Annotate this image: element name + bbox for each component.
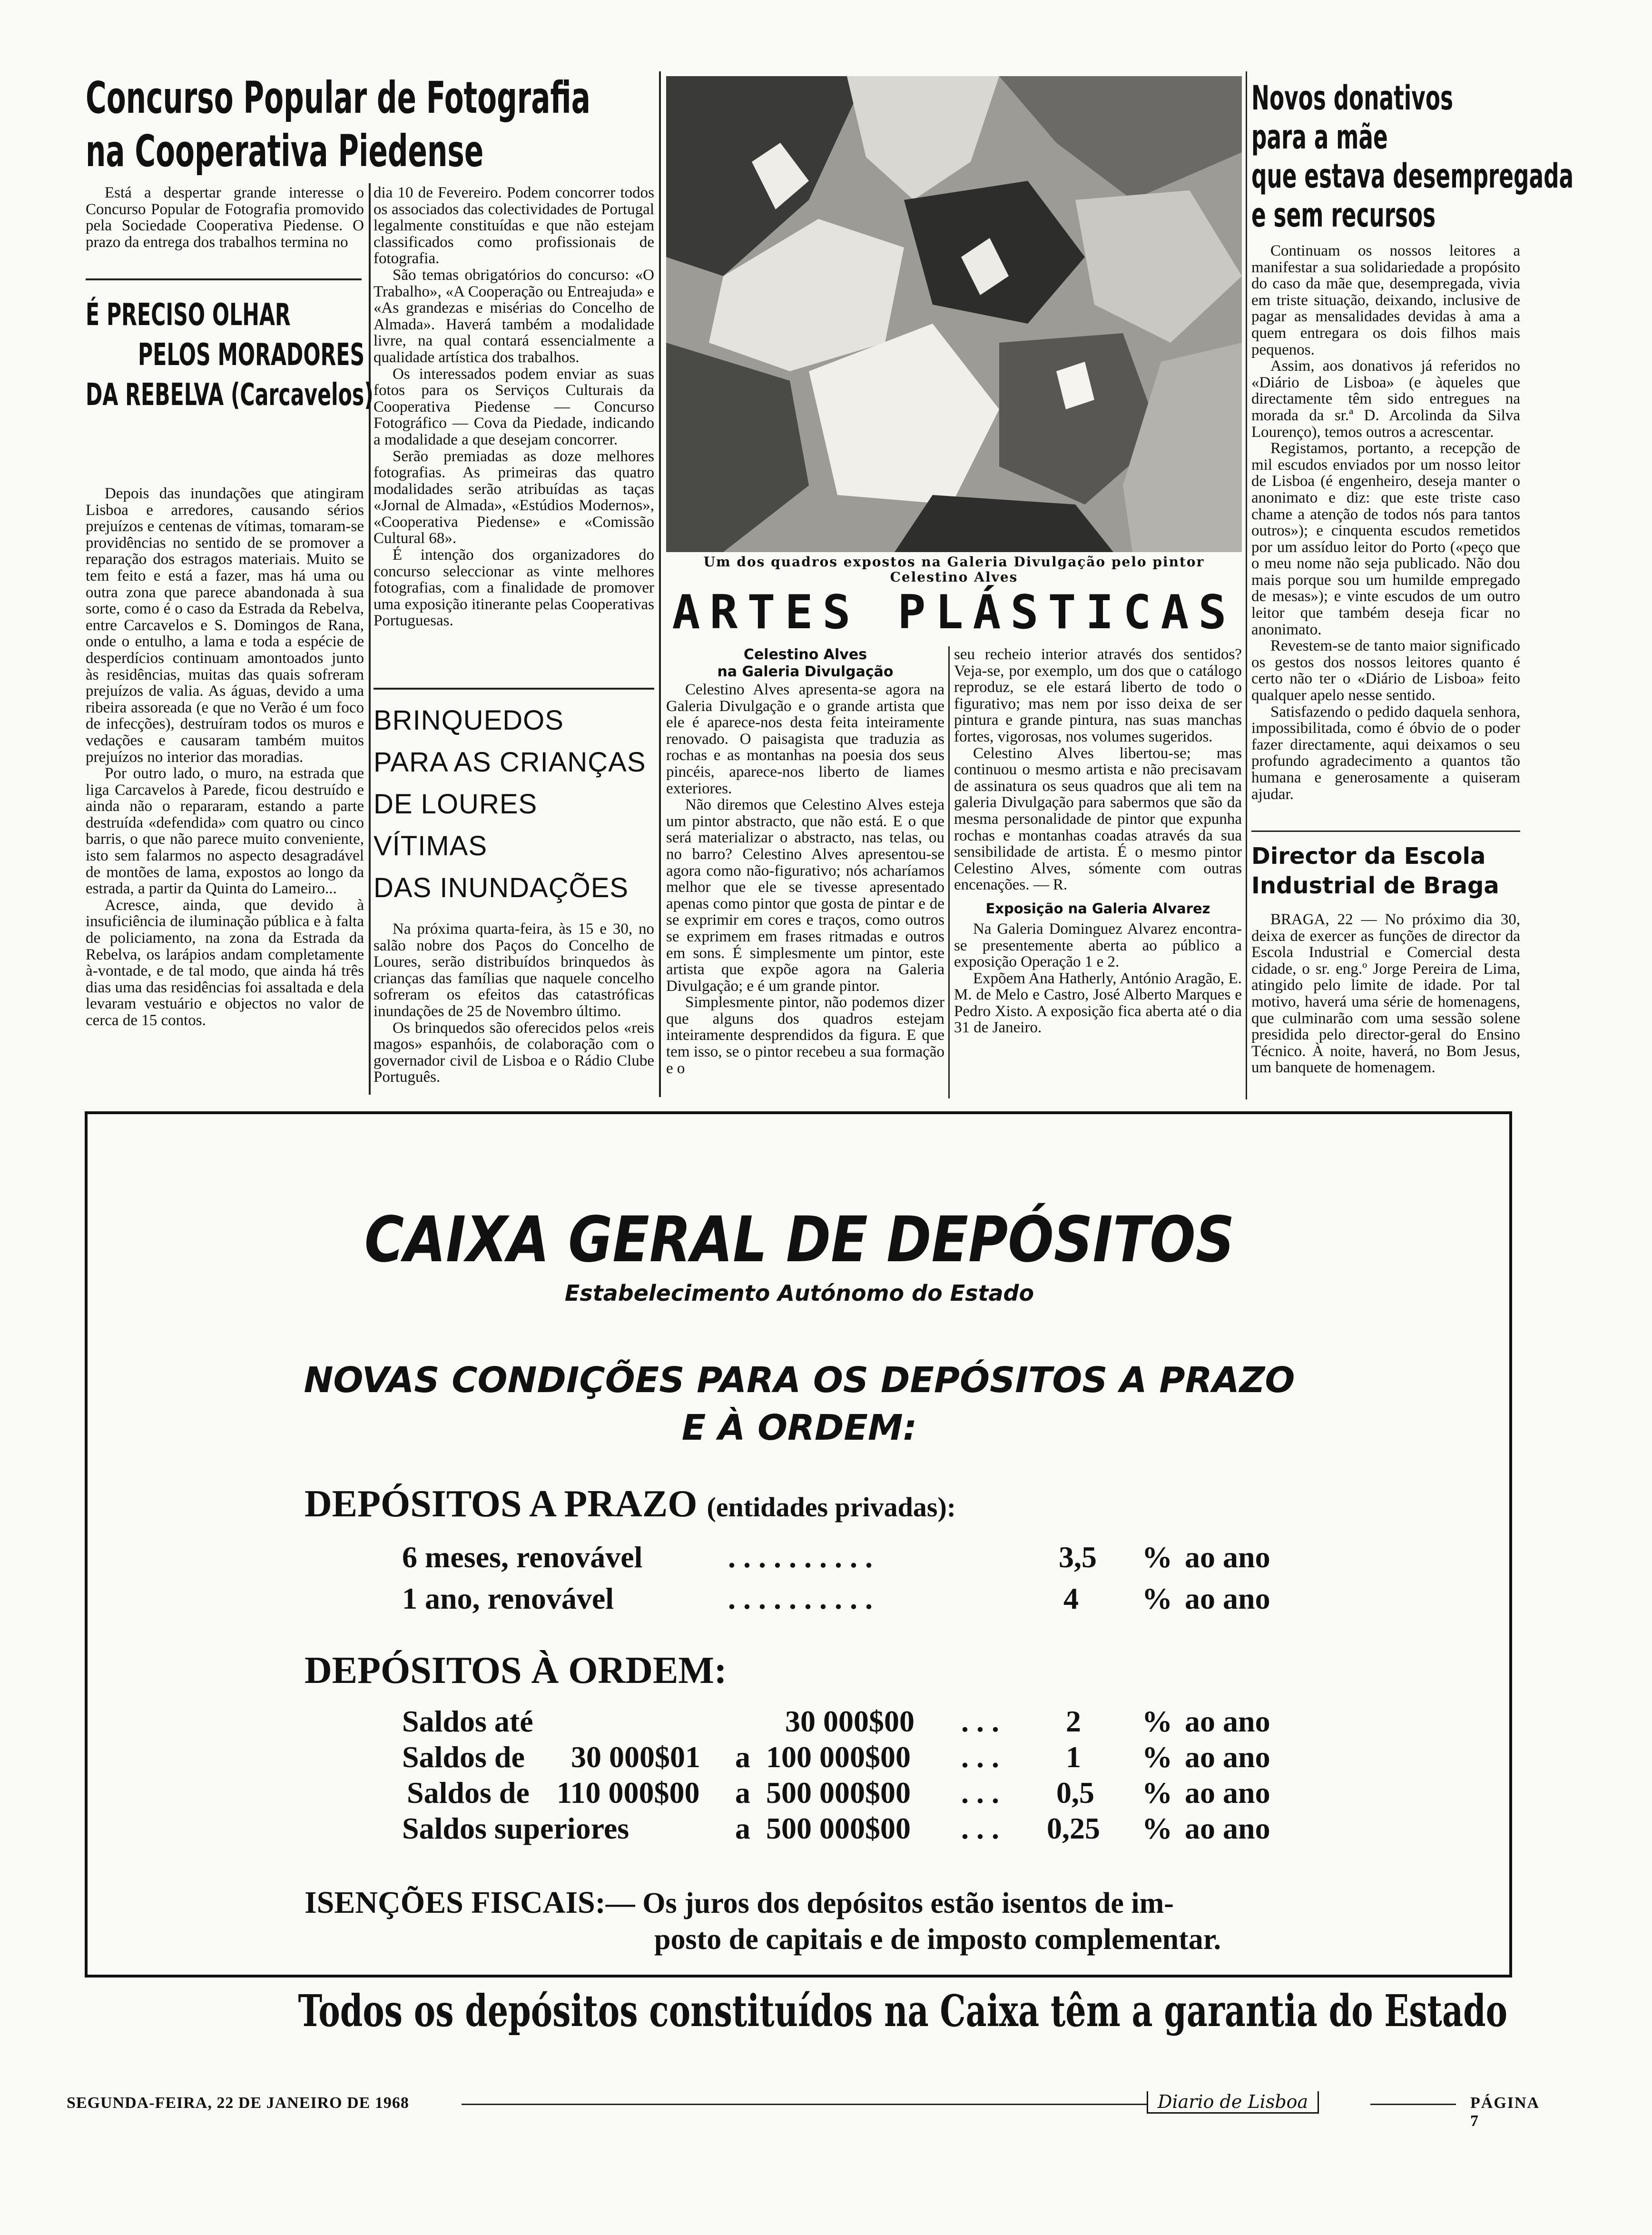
brinquedos-paragraph: Os brinquedos são oferecidos pelos «reis magos» espanhóis, de colaboração com o governador civil de Lisboa e o Rádio Clube Português. — [374, 1019, 654, 1086]
footer-date — [67, 2094, 409, 2112]
prazo-note: (entidades privadas): — [707, 1492, 956, 1523]
rebelva-paragraph: Depois das inundações que atingiram Lisboa e arredores, causando sérios prejuízos e centenas de vítimas, tomaram-se providências no sentido de se promover a reparação dos estragos materiais. Muito se tem feito e está a fazer, mas há uma ou outra zona que parece abandonada à sua sorte, como é o caso da Estrada da Rebelva, entre Carcavelos e S. Domingos de Rana, onde o entulho, a lama e toda a espécie de desperdícios continuam amontoados junto às residências, muitas das quais sofreram prejuízos de valia. As águas, devido a uma ribeira assoreada (e que no Verão é um foco de infecções), destruíram todos os muros e vedações e causaram também muitos prejuízos no interior das moradias. — [86, 485, 364, 766]
ordem-row-dots-text: . . . — [961, 1704, 999, 1738]
ordem-row-unit — [1185, 1740, 1270, 1775]
prazo-row-dots-text: . . . . . . . . . . — [728, 1582, 873, 1615]
headline-donativos — [1251, 79, 1574, 235]
ordem-row-pct — [1142, 1775, 1172, 1810]
page-footer — [67, 2091, 1539, 2130]
isencoes-line-2 — [654, 1923, 1221, 1957]
ordem-row-a-word — [735, 1811, 750, 1846]
brinquedos-paragraph: Na próxima quarta-feira, às 15 e 30, no salão nobre dos Paços do Concelho de Loures, serão distribuídos brinquedos às crianças das famílias que naquele concelho sofreram os efeitos das catastróficas inundações de 25 de Novembro último. — [374, 921, 654, 1020]
artes-col-1 — [666, 682, 944, 1098]
ordem-row-from — [557, 1775, 699, 1810]
ad-guarantee-text: Todos os depósitos constituídos na Caixa têm a garantia do Estado — [298, 1985, 1508, 2037]
ad-headline — [86, 1356, 1513, 1452]
ordem-row-pct — [1142, 1704, 1172, 1739]
headline-braga — [1251, 841, 1520, 900]
abstract-painting-image — [666, 76, 1242, 552]
artes-subhead-2: Exposição na Galeria Alvarez — [985, 900, 1210, 917]
ad-guarantee — [86, 1985, 1513, 2037]
artes-paragraph: Expõem Ana Hatherly, António Aragão, E. M. de Melo e Castro, José Alberto Marques e Pedro Xisto. A exposição fica aberta até o dia 31 de Janeiro. — [954, 969, 1242, 1037]
ordem-row-amount — [766, 1811, 911, 1846]
ordem-row-a: Saldos de — [402, 1740, 525, 1774]
ordem-row-rate-text: 2 — [1066, 1704, 1081, 1738]
isencoes-text-2: posto de capitais e de imposto complementar. — [654, 1923, 1221, 1956]
ordem-row-pct-text: % — [1142, 1811, 1172, 1845]
ordem-row-pct — [1142, 1740, 1172, 1775]
prazo-row-pct — [1142, 1581, 1172, 1616]
ordem-heading — [305, 1649, 727, 1692]
ordem-row-dots — [961, 1775, 999, 1810]
photo-caption-text: Um dos quadros expostos na Galeria Divulgação pelo pintor Celestino Alves — [703, 554, 1205, 585]
footer-page-text: PÁGINA 7 — [1470, 2094, 1539, 2130]
footer-date-text: SEGUNDA-FEIRA, 22 DE JANEIRO DE 1968 — [67, 2094, 409, 2112]
donativos-paragraph: Registamos, portanto, a recepção de mil escudos enviados por um nosso leitor de Lisboa (é engenheiro, deseja manter o anonimato e diz: que este triste caso chame a atenção de todos nós para tantos outros»); e cinquenta escudos remetidos por um assíduo leitor do Porto («peço que o meu nome não seja publicado. Não dou mais porque sou um humilde empregado de mesas»); e vinte escudos de um outro leitor que também deseja ficar no anonimato. — [1251, 440, 1520, 638]
artes-paragraph: Celestino Alves apresenta-se agora na Galeria Divulgação e o grande artista que ele é aparece-nos desta feita inteiramente renovado. O paisagista que traduzia as rochas e as montanhas na poesia dos seus pincéis, aparece-nos liberto de liames exteriores. — [666, 682, 944, 797]
artes-paragraph: Simplesmente pintor, não podemos dizer que alguns dos quadros estejam inteiramente desprendidos da figura. E que tem isso, se o pintor recebeu a sua formação e o — [666, 994, 944, 1077]
headline-rebelva-line-1: É PRECISO OLHAR — [86, 297, 291, 333]
prazo-row-rate — [1063, 1581, 1079, 1616]
artes-subhead-line-1: Celestino Alves — [743, 646, 867, 663]
prazo-row-unit-text: ao ano — [1185, 1582, 1270, 1615]
ordem-row-pct-text: % — [1142, 1776, 1172, 1810]
ordem-row-d: 500 000$00 — [766, 1811, 911, 1845]
ordem-row-label — [402, 1704, 533, 1739]
artes-paragraph: seu recheio interior através dos sentidos? Veja-se, por exemplo, um dos que o catálogo reproduz, se ele estará liberto de todo o figurativo; mas nem por isso deixa de ser pintura e grande pintura, nas suas manchas fortes, vigorosas, nos volumes sugeridos. — [954, 646, 1242, 745]
concurso-col-2 — [374, 185, 654, 684]
ordem-row-unit-text: ao ano — [1185, 1740, 1270, 1774]
donativos-paragraph: Satisfazendo o pedido daquela senhora, impossibilitada, como é óbvio de o poder fazer directamente, aqui deixamos o seu profundo agradecimento a quantos tão humana e generosamente a quiseram ajudar. — [1251, 703, 1520, 803]
braga-body — [1251, 911, 1520, 1099]
prazo-row-dots-text: . . . . . . . . . . — [728, 1540, 873, 1574]
artes-headline — [669, 586, 1239, 639]
ad-subtitle — [86, 1280, 1513, 1306]
prazo-row-dots — [728, 1540, 873, 1575]
ordem-row-amount — [766, 1740, 911, 1775]
ordem-row-from — [571, 1740, 700, 1775]
ordem-row-b: 110 000$00 — [557, 1776, 700, 1810]
prazo-heading — [305, 1483, 956, 1526]
prazo-row-pct — [1142, 1540, 1172, 1575]
ordem-row-rate-text: 1 — [1066, 1740, 1081, 1774]
ordem-row-unit-text: ao ano — [1185, 1811, 1270, 1845]
prazo-row-label: 1 ano, renovável — [402, 1582, 614, 1615]
ordem-row-d: 30 000$00 — [785, 1704, 914, 1738]
ad-title — [86, 1204, 1513, 1276]
prazo-row-pct-text: % — [1142, 1540, 1172, 1574]
concurso-paragraph: São temas obrigatórios do concurso: «O Trabalho», «A Cooperação ou Entreajuda» e «As grandezas e misérias do Concelho de Almada». Haverá também a modalidade livre, na qual contará essencialmente a qualidade artística dos trabalhos. — [374, 266, 654, 366]
artes-paragraph: Celestino Alves libertou-se; mas continuou o mesmo artista e não precisavam de assinatura os seus quadros que ali tem na galeria Divulgação para sabermos que são da mesma personalidade de pintor que expunha rochas e montanhas coadas através da sua sensibilidade de artista. É o mesmo pintor Celestino Alves, sómente com outras encenações. — R. — [954, 744, 1242, 894]
prazo-row-rate — [1059, 1540, 1097, 1575]
ordem-row-dots-text: . . . — [961, 1811, 999, 1845]
footer-masthead-text: Diario de Lisboa — [1158, 2091, 1308, 2112]
ad-headline-line-2: E À ORDEM: — [681, 1407, 917, 1448]
concurso-paragraph: Os interessados podem enviar as suas fotos para os Serviços Culturais da Cooperativa Piedense — Concurso Fotográfico — Cova da Piedade, indicando a modalidade a que desejam concorrer. — [374, 365, 654, 448]
headline-brinquedos-line-2: PARA AS CRIANÇAS — [374, 747, 646, 778]
artes-subhead-1 — [666, 646, 944, 681]
ordem-row-unit — [1185, 1775, 1270, 1810]
ordem-row-pct — [1142, 1811, 1172, 1846]
isencoes-text-1: — Os juros dos depósitos estão isentos de im- — [605, 1887, 1174, 1919]
article-title-line-2: na Cooperativa Piedense — [86, 126, 484, 177]
concurso-paragraph: dia 10 de Fevereiro. Podem concorrer todos os associados das colectividades de Portugal legalmente constituídas e que não estejam classificados como profissionais de fotografia. — [374, 185, 654, 267]
ordem-row-rate — [1066, 1704, 1081, 1739]
donativos-paragraph: Revestem-se de tanto maior significado os gestos dos nossos leitores quanto é certo não ter o «Diário de Lisboa» feito qualquer apelo nesse sentido. — [1251, 637, 1520, 704]
ordem-row-rate-text: 0,25 — [1047, 1811, 1100, 1845]
prazo-row-rate-text: 4 — [1063, 1582, 1079, 1615]
artes-paragraph: Na Galeria Dominguez Alvarez encontra-se presentemente aberta ao público a exposição Operação 1 e 2. — [954, 920, 1242, 971]
donativos-body — [1251, 243, 1520, 823]
headline-donativos-line-4: e sem recursos — [1251, 196, 1436, 235]
brinquedos-body — [374, 921, 654, 1097]
ordem-row-amount — [766, 1775, 911, 1810]
ordem-row-pct-text: % — [1142, 1740, 1172, 1774]
concurso-intro-text: Está a despertar grande interesse o Concurso Popular de Fotografia promovido pela Sociedade Cooperativa Piedense. O prazo da entrega dos trabalhos termina no — [86, 185, 364, 251]
headline-rebelva — [86, 295, 374, 415]
donativos-paragraph: Assim, aos donativos já referidos no «Diário de Lisboa» (e àqueles que directamente têm sido entregues na morada da sr.ª D. Arcolinda da Silva Lourenço), temos outros a acrescentar. — [1251, 357, 1520, 441]
article-title-line-1: Concurso Popular de Fotografia — [86, 72, 590, 123]
ordem-row-label — [402, 1740, 525, 1775]
headline-rebelva-line-3: DA REBELVA (Carcavelos) — [86, 377, 374, 413]
ordem-row-dots — [961, 1704, 999, 1739]
ordem-row-b: 30 000$01 — [571, 1740, 700, 1774]
headline-brinquedos-line-1: BRINQUEDOS — [374, 705, 564, 736]
headline-braga-line-2: Industrial de Braga — [1251, 872, 1499, 899]
concurso-col-1 — [86, 185, 364, 268]
headline-brinquedos-line-4: VÍTIMAS — [374, 831, 488, 861]
prazo-row — [402, 1540, 642, 1575]
ordem-row-label — [407, 1775, 530, 1810]
ordem-row-unit — [1185, 1811, 1270, 1846]
ad-headline-line-1: NOVAS CONDIÇÕES PARA OS DEPÓSITOS A PRAZO — [304, 1360, 1295, 1401]
prazo-row-unit-text: ao ano — [1185, 1540, 1270, 1574]
prazo-title: DEPÓSITOS A PRAZO — [305, 1483, 698, 1525]
artes-subhead-line-2: na Galeria Divulgação — [717, 663, 894, 680]
ordem-row-dots — [961, 1740, 999, 1775]
ordem-row-unit-text: ao ano — [1185, 1704, 1270, 1738]
ordem-row-unit-text: ao ano — [1185, 1776, 1270, 1810]
prazo-row-pct-text: % — [1142, 1582, 1172, 1615]
headline-donativos-line-1: Novos donativos — [1251, 79, 1454, 118]
headline-rebelva-line-2: PELOS MORADORES — [138, 337, 365, 373]
braga-paragraph: BRAGA, 22 — No próximo dia 30, deixa de exercer as funções de director da Escola Industrial e Comercial desta cidade, o sr. eng.º Jorge Pereira de Lima, atingido pelo limite de idade. Por tal motivo, haverá uma série de homenagens, que culminarão com uma sessão solene presidida pelo director-geral do Ensino Técnico. À noite, haverá, no Bom Jesus, um banquete de homenagem. — [1251, 911, 1520, 1077]
footer-page-number — [1470, 2094, 1539, 2130]
ordem-row-dots-text: . . . — [961, 1776, 999, 1810]
ordem-row-a-word — [735, 1775, 750, 1810]
headline-donativos-line-3: que estava desempregada — [1251, 157, 1574, 196]
prazo-row-dots — [728, 1581, 873, 1616]
artes-col-2 — [954, 646, 1242, 1098]
concurso-paragraph: Serão premiadas as doze melhores fotografias. As primeiras das quatro modalidades serão atribuídas as taças «Jornal de Almada», «Estúdios Modernos», «Cooperativa Piedense» e «Comissão Cultural 68». — [374, 447, 654, 547]
ordem-row-c: a — [735, 1811, 750, 1845]
ordem-row-label — [402, 1811, 629, 1846]
ordem-row-d: 100 000$00 — [766, 1740, 911, 1774]
headline-braga-line-1: Director da Escola — [1251, 843, 1486, 870]
ordem-row-rate — [1066, 1740, 1081, 1775]
article-title-concurso — [86, 71, 609, 178]
concurso-paragraph: É intenção dos organizadores do concurso seleccionar as vinte melhores fotografias, com a finalidade de promover uma exposição itinerante pelas Cooperativas Portuguesas. — [374, 546, 654, 630]
ordem-row-rate — [1056, 1775, 1094, 1810]
ordem-row-amount — [785, 1704, 914, 1739]
prazo-row — [402, 1581, 614, 1616]
ordem-row-c: a — [735, 1740, 750, 1774]
ordem-title: DEPÓSITOS À ORDEM: — [305, 1650, 727, 1691]
ordem-row-a: Saldos até — [402, 1704, 533, 1738]
artes-paragraph: Não diremos que Celestino Alves esteja um pintor abstracto, que não está. E o que será materializar o abstracto, nas telas, ou no barro? Celestino Alves apresentou-se agora como não-figurativo; nós acharíamos melhor que ele se tivesse apresentado apenas como pintor que gosta de pintar e de se exprimir em cores e traços, como outros se exprimem em frases ritmadas e outros em sons. É simplesmente um pintor, este artista que expõe agora na Galeria Divulgação; e é um grande pintor. — [666, 796, 944, 995]
rebelva-paragraph: Acresce, ainda, que devido à insuficiência de iluminação pública e à falta de policiamento, na zona da Estrada da Rebelva, os larápios andam completamente à-vontade, e de tal modo, que ainda há três dias uma das residências foi assaltada e dela levaram vestuário e objectos no valor de cerca de 15 contos. — [86, 896, 364, 1029]
ordem-row-c: a — [735, 1776, 750, 1810]
ordem-row-rate — [1047, 1811, 1100, 1846]
donativos-paragraph: Continuam os nossos leitores a manifestar a sua solidariedade a propósito do caso da mãe que, desempregada, vivia em triste situação, deixando, inclusive de pagar as mensalidades devidas à ama a quem entregara os dois filhos mais pequenos. — [1251, 243, 1520, 358]
ordem-row-pct-text: % — [1142, 1704, 1172, 1738]
ordem-row-a: Saldos de — [407, 1776, 530, 1810]
ad-subtitle-text: Estabelecimento Autónomo do Estado — [564, 1280, 1034, 1306]
prazo-row-label: 6 meses, renovável — [402, 1540, 643, 1574]
ordem-row-a: Saldos superiores — [402, 1811, 629, 1845]
ordem-row-a-word — [735, 1740, 750, 1775]
ordem-row-unit — [1185, 1704, 1270, 1739]
ordem-row-d: 500 000$00 — [766, 1776, 911, 1810]
headline-brinquedos-line-3: DE LOURES — [374, 789, 538, 820]
photo-caption — [666, 554, 1242, 585]
isencoes-line-1 — [305, 1885, 1174, 1921]
headline-brinquedos — [374, 700, 654, 909]
headline-donativos-line-2: para a mãe — [1251, 118, 1388, 157]
artes-headline-text: ARTES PLÁSTICAS — [672, 585, 1236, 640]
ordem-row-dots-text: . . . — [961, 1740, 999, 1774]
painting-photo — [666, 76, 1242, 552]
ordem-row-dots — [961, 1811, 999, 1846]
rebelva-paragraph: Por outro lado, o muro, na estrada que liga Carcavelos à Parede, ficou destruído e ainda não o repararam, estando a parte destruída «defendida» com quatro ou cinco barris, o que não parece muito conveniente, isto sem falarmos no aspecto desagradável de montões de lama, expostos ao longo da estrada, a partir da Quinta do Lameiro... — [86, 765, 364, 898]
footer-masthead — [1147, 2091, 1319, 2114]
prazo-row-unit — [1185, 1581, 1270, 1616]
prazo-row-unit — [1185, 1540, 1270, 1575]
prazo-row-rate-text: 3,5 — [1059, 1540, 1097, 1574]
rebelva-body — [86, 485, 364, 1097]
ordem-row-rate-text: 0,5 — [1056, 1776, 1094, 1810]
isencoes-label: ISENÇÕES FISCAIS: — [305, 1885, 606, 1920]
ad-title-text: CAIXA GERAL DE DEPÓSITOS — [364, 1203, 1235, 1276]
headline-brinquedos-line-5: DAS INUNDAÇÕES — [374, 872, 629, 903]
